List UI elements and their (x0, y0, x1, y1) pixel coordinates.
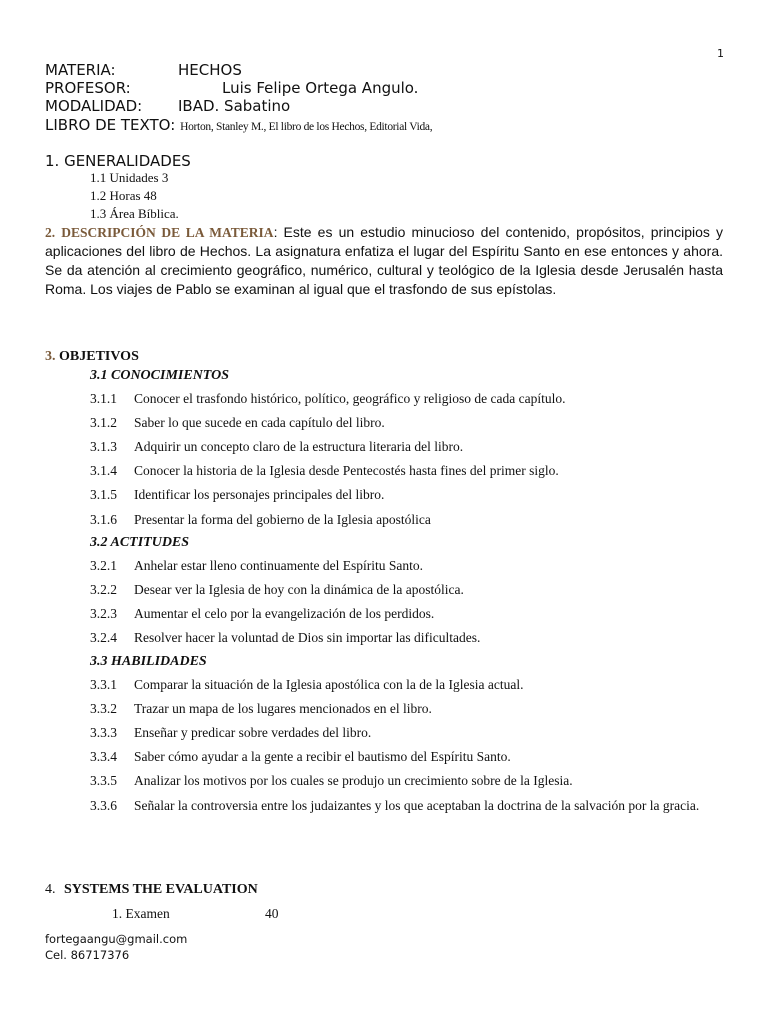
objective-item: 3.1.3 Adquirir un concepto claro de la estructura literaria del libro. (90, 439, 464, 454)
generalidades-item: 1.1 Unidades 3 (90, 170, 169, 185)
actitudes-title: 3.2 ACTITUDES (90, 535, 190, 550)
libro-value: Horton, Stanley M., El libro de los Hechos, Editorial Vida, (180, 121, 433, 133)
objective-item: 3.2.3 Aumentar el celo por la evangelización de los perdidos. (90, 606, 435, 621)
objective-item: 3.2.2 Desear ver la Iglesia de hoy con la dinámica de la apostólica. (90, 582, 464, 597)
habilidades-title: 3.3 HABILIDADES (90, 654, 207, 669)
objective-item: 3.3.3 Enseñar y predicar sobre verdades del libro. (90, 725, 372, 740)
objective-item: 3.3.5 Analizar los motivos por los cuales se produjo un crecimiento sobre de la Iglesia. (90, 773, 573, 788)
footer-email: fortegaangu@gmail.com (45, 932, 188, 946)
evaluation-title (45, 882, 258, 898)
libro-row (45, 116, 432, 134)
modalidad-row (45, 97, 291, 115)
evaluation-title-text: SYSTEMS THE EVALUATION (64, 882, 258, 897)
objective-item: 3.1.4 Conocer la historia de la Iglesia desde Pentecostés hasta fines del primer siglo. (90, 463, 559, 478)
generalidades-item: 1.2 Horas 48 (90, 188, 157, 203)
profesor-row (45, 79, 419, 97)
objective-item: 3.1.6 Presentar la forma del gobierno de la Iglesia apostólica (90, 512, 431, 527)
modalidad-label: MODALIDAD: (45, 97, 143, 115)
objective-item: 3.1.2 Saber lo que sucede en cada capítulo del libro. (90, 415, 385, 430)
objective-item: 3.3.2 Trazar un mapa de los lugares mencionados en el libro. (90, 701, 432, 716)
descripcion-paragraph (45, 223, 723, 299)
profesor-value: Luis Felipe Ortega Angulo. (222, 79, 419, 97)
generalidades-item: 1.3 Área Bíblica. (90, 206, 179, 221)
materia-label: MATERIA: (45, 61, 116, 79)
page-number: 1 (717, 47, 724, 60)
generalidades-title: 1. GENERALIDADES (45, 152, 191, 170)
objetivos-title (45, 349, 139, 365)
descripcion-label: DESCRIPCIÓN DE LA MATERIA (61, 225, 274, 240)
libro-label: LIBRO DE TEXTO: (45, 116, 176, 134)
materia-row (45, 61, 242, 79)
objective-item: 3.3.4 Saber cómo ayudar a la gente a recibir el bautismo del Espíritu Santo. (90, 749, 511, 764)
conocimientos-title: 3.1 CONOCIMIENTOS (90, 368, 229, 383)
modalidad-value: IBAD. Sabatino (178, 97, 291, 115)
objetivos-number: 3. (45, 349, 56, 364)
exam-score: 40 (265, 906, 279, 921)
objective-item: 3.3.6 Señalar la controversia entre los judaizantes y los que aceptaban la doctrina de la salvación por la gracia. (90, 798, 700, 813)
objetivos-title-text: OBJETIVOS (59, 349, 139, 364)
exam-label: 1. Examen (112, 906, 170, 921)
objective-item: 3.1.5 Identificar los personajes principales del libro. (90, 487, 385, 502)
evaluation-number: 4. (45, 882, 56, 897)
materia-value: HECHOS (178, 61, 242, 79)
objective-item: 3.1.1 Conocer el trasfondo histórico, político, geográfico y religioso de cada capítulo. (90, 391, 566, 406)
objective-item: 3.2.1 Anhelar estar lleno continuamente del Espíritu Santo. (90, 558, 424, 573)
objective-item: 3.2.4 Resolver hacer la voluntad de Dios sin importar las dificultades. (90, 630, 481, 645)
exam-row (112, 906, 279, 922)
profesor-label: PROFESOR: (45, 79, 131, 97)
objective-item: 3.3.1 Comparar la situación de la Iglesia apostólica con la de la Iglesia actual. (90, 677, 524, 692)
footer-phone: Cel. 86717376 (45, 948, 130, 962)
descripcion-text: : Este es un estudio minucioso del contenido, propósitos, principios y aplicaciones del libro de Hechos. La asignatura enfatiza el lugar del Espíritu Santo en ese entonces y ahora. Se da atención al crecimiento geográfico, numérico, cultural y teológico de la Iglesia desde Jerusalén hasta Roma. Los viajes de Pablo se examinan al igual que el trasfondo de sus epístolas. (45, 224, 724, 297)
descripcion-number: 2. (45, 225, 56, 240)
